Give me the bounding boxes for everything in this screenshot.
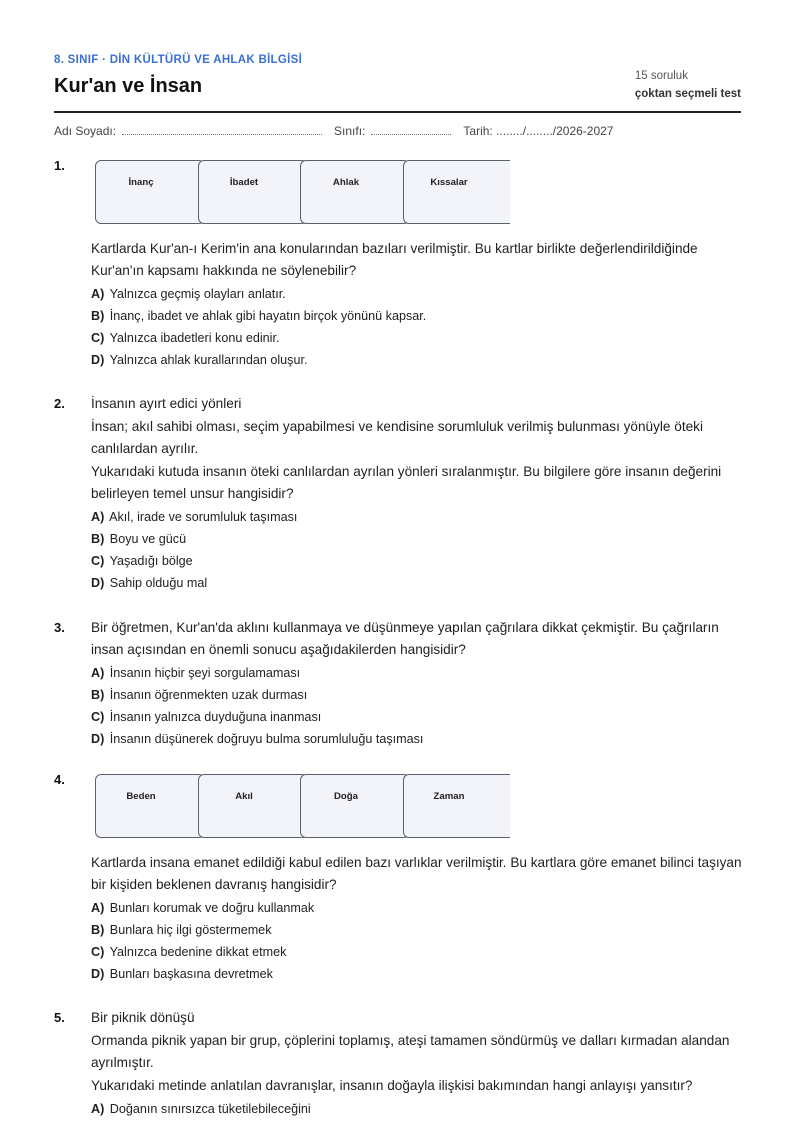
option-text: İnsanın yalnızca duyduğuna inanması <box>109 710 322 724</box>
option-text: Yalnızca geçmiş olayları anlatır. <box>109 287 286 301</box>
option-d[interactable] <box>91 349 744 371</box>
option-letter: A) <box>91 510 105 524</box>
card <box>95 774 205 838</box>
option-text: Yaşadığı bölge <box>109 554 193 568</box>
card <box>198 160 308 224</box>
question-heading: Bir piknik dönüşü <box>91 1010 195 1025</box>
option-b[interactable] <box>91 305 744 327</box>
option-text: Yalnızca bedenine dikkat etmek <box>109 945 287 959</box>
card <box>403 774 510 838</box>
trust-cards <box>95 774 515 841</box>
option-letter: A) <box>91 666 105 680</box>
card-label: Zaman <box>433 791 465 802</box>
question-heading: İnsanın ayırt edici yönleri <box>91 396 242 411</box>
question-text: Kartlarda insana emanet edildiği kabul edilen bazı varlıklar verilmiştir. Bu kartlara göre emanet bilinci taşıyan bir kişiden beklenen davranış hangisidir? <box>91 855 742 892</box>
option-text: Boyu ve gücü <box>109 532 187 546</box>
option-b[interactable] <box>91 919 744 941</box>
option-letter: A) <box>91 901 105 915</box>
option-text: Yalnızca ibadetleri konu edinir. <box>109 331 280 345</box>
option-text: İnsanın öğrenmekten uzak durması <box>109 688 308 702</box>
option-text: İnsanın hiçbir şeyi sorgulamaması <box>109 666 301 680</box>
topic-cards <box>95 160 515 227</box>
subject-label: 8. SINIF · DİN KÜLTÜRÜ VE AHLAK BİLGİSİ <box>54 54 303 66</box>
question-count: 15 soruluk <box>634 70 688 82</box>
option-letter: C) <box>91 710 105 724</box>
student-info-row <box>54 124 741 138</box>
option-text: Doğanın sınırsızca tüketilebileceğini <box>109 1102 311 1116</box>
card <box>95 160 205 224</box>
question-text: Yukarıdaki metinde anlatılan davranışlar, insanın doğayla ilişkisi bakımından hangi anlayışı yansıtır? <box>91 1078 693 1093</box>
question-number: 4. <box>54 772 65 787</box>
option-text: İnsanın düşünerek doğruyu bulma sorumluluğu taşıması <box>109 732 424 746</box>
option-letter: D) <box>91 353 105 367</box>
header-divider <box>54 111 741 113</box>
question-3 <box>54 617 744 750</box>
page-title: Kur'an ve İnsan <box>54 75 203 97</box>
option-d[interactable] <box>91 963 744 985</box>
card <box>403 160 510 224</box>
card-label: Ahlak <box>332 177 360 188</box>
option-a[interactable] <box>91 283 744 305</box>
question-number: 3. <box>54 620 65 635</box>
name-label: Adı Soyadı: <box>54 124 117 138</box>
option-c[interactable] <box>91 327 744 349</box>
option-letter: C) <box>91 331 105 345</box>
option-letter: D) <box>91 576 105 590</box>
test-meta <box>635 70 741 100</box>
question-text: Yukarıdaki kutuda insanın öteki canlılardan ayrılan yönleri sıralanmıştır. Bu bilgilere göre insanın değerini belirleyen temel unsur hangisidir? <box>91 464 722 501</box>
card <box>300 160 410 224</box>
option-text: Akıl, irade ve sorumluluk taşıması <box>109 510 298 524</box>
option-a[interactable] <box>91 506 744 528</box>
card-label: İbadet <box>229 177 259 188</box>
option-text: Bunlara hiç ilgi göstermemek <box>109 923 272 937</box>
page-header <box>54 54 741 98</box>
class-label: Sınıfı: <box>334 124 366 138</box>
question-number: 5. <box>54 1010 65 1025</box>
option-a[interactable] <box>91 897 744 919</box>
name-field[interactable] <box>122 125 322 135</box>
option-letter: C) <box>91 554 105 568</box>
option-d[interactable] <box>91 728 744 750</box>
option-a[interactable] <box>91 662 744 684</box>
option-a[interactable] <box>91 1098 744 1120</box>
question-passage: Ormanda piknik yapan bir grup, çöplerini toplamış, ateşi tamamen söndürmüş ve dalları kırmadan alandan ayrılmıştır. <box>91 1033 730 1070</box>
option-b[interactable] <box>91 528 744 550</box>
card-label: Akıl <box>235 791 253 802</box>
question-passage: İnsan; akıl sahibi olması, seçim yapabilmesi ve kendisine sorumluluk verilmiş bulunması yönüyle öteki canlılardan ayrılır. <box>91 419 703 456</box>
card-label: Kıssalar <box>430 177 468 188</box>
card <box>300 774 410 838</box>
option-letter: B) <box>91 532 105 546</box>
option-text: Sahip olduğu mal <box>109 576 208 590</box>
option-letter: A) <box>91 1102 105 1116</box>
option-c[interactable] <box>91 706 744 728</box>
question-4 <box>54 772 744 985</box>
question-text: Bir öğretmen, Kur'an'da aklını kullanmaya ve düşünmeye yapılan çağrılara dikkat çekmiştir. Bu çağrıların insan açısından en önemli sonucu aşağıdakilerden hangisidir? <box>91 620 719 657</box>
date-label: Tarih: ......../......../2026-2027 <box>463 124 614 138</box>
option-letter: A) <box>91 287 105 301</box>
option-text: Bunları korumak ve doğru kullanmak <box>109 901 315 915</box>
option-letter: B) <box>91 688 105 702</box>
option-letter: D) <box>91 732 105 746</box>
question-text: Kartlarda Kur'an-ı Kerim'in ana konularından bazıları verilmiştir. Bu kartlar birlikte değerlendirildiğinde Kur'an'ın kapsamı hakkında ne söylenebilir? <box>91 241 698 278</box>
option-letter: B) <box>91 309 105 323</box>
card-label: İnanç <box>128 177 154 188</box>
question-1 <box>54 158 744 371</box>
option-letter: C) <box>91 945 105 959</box>
option-b[interactable] <box>91 684 744 706</box>
test-type: çoktan seçmeli test <box>634 88 741 100</box>
class-field[interactable] <box>371 125 451 135</box>
option-d[interactable] <box>91 572 744 594</box>
question-5 <box>54 1007 744 1120</box>
card-label: Beden <box>126 791 156 802</box>
card <box>198 774 308 838</box>
question-2 <box>54 393 744 594</box>
question-number: 2. <box>54 396 65 411</box>
option-letter: B) <box>91 923 105 937</box>
option-text: Bunları başkasına devretmek <box>109 967 273 981</box>
option-letter: D) <box>91 967 105 981</box>
option-c[interactable] <box>91 550 744 572</box>
question-number: 1. <box>54 158 65 173</box>
card-label: Doğa <box>334 791 358 802</box>
option-c[interactable] <box>91 941 744 963</box>
option-text: İnanç, ibadet ve ahlak gibi hayatın birçok yönünü kapsar. <box>109 309 427 323</box>
option-text: Yalnızca ahlak kurallarından oluşur. <box>109 353 308 367</box>
